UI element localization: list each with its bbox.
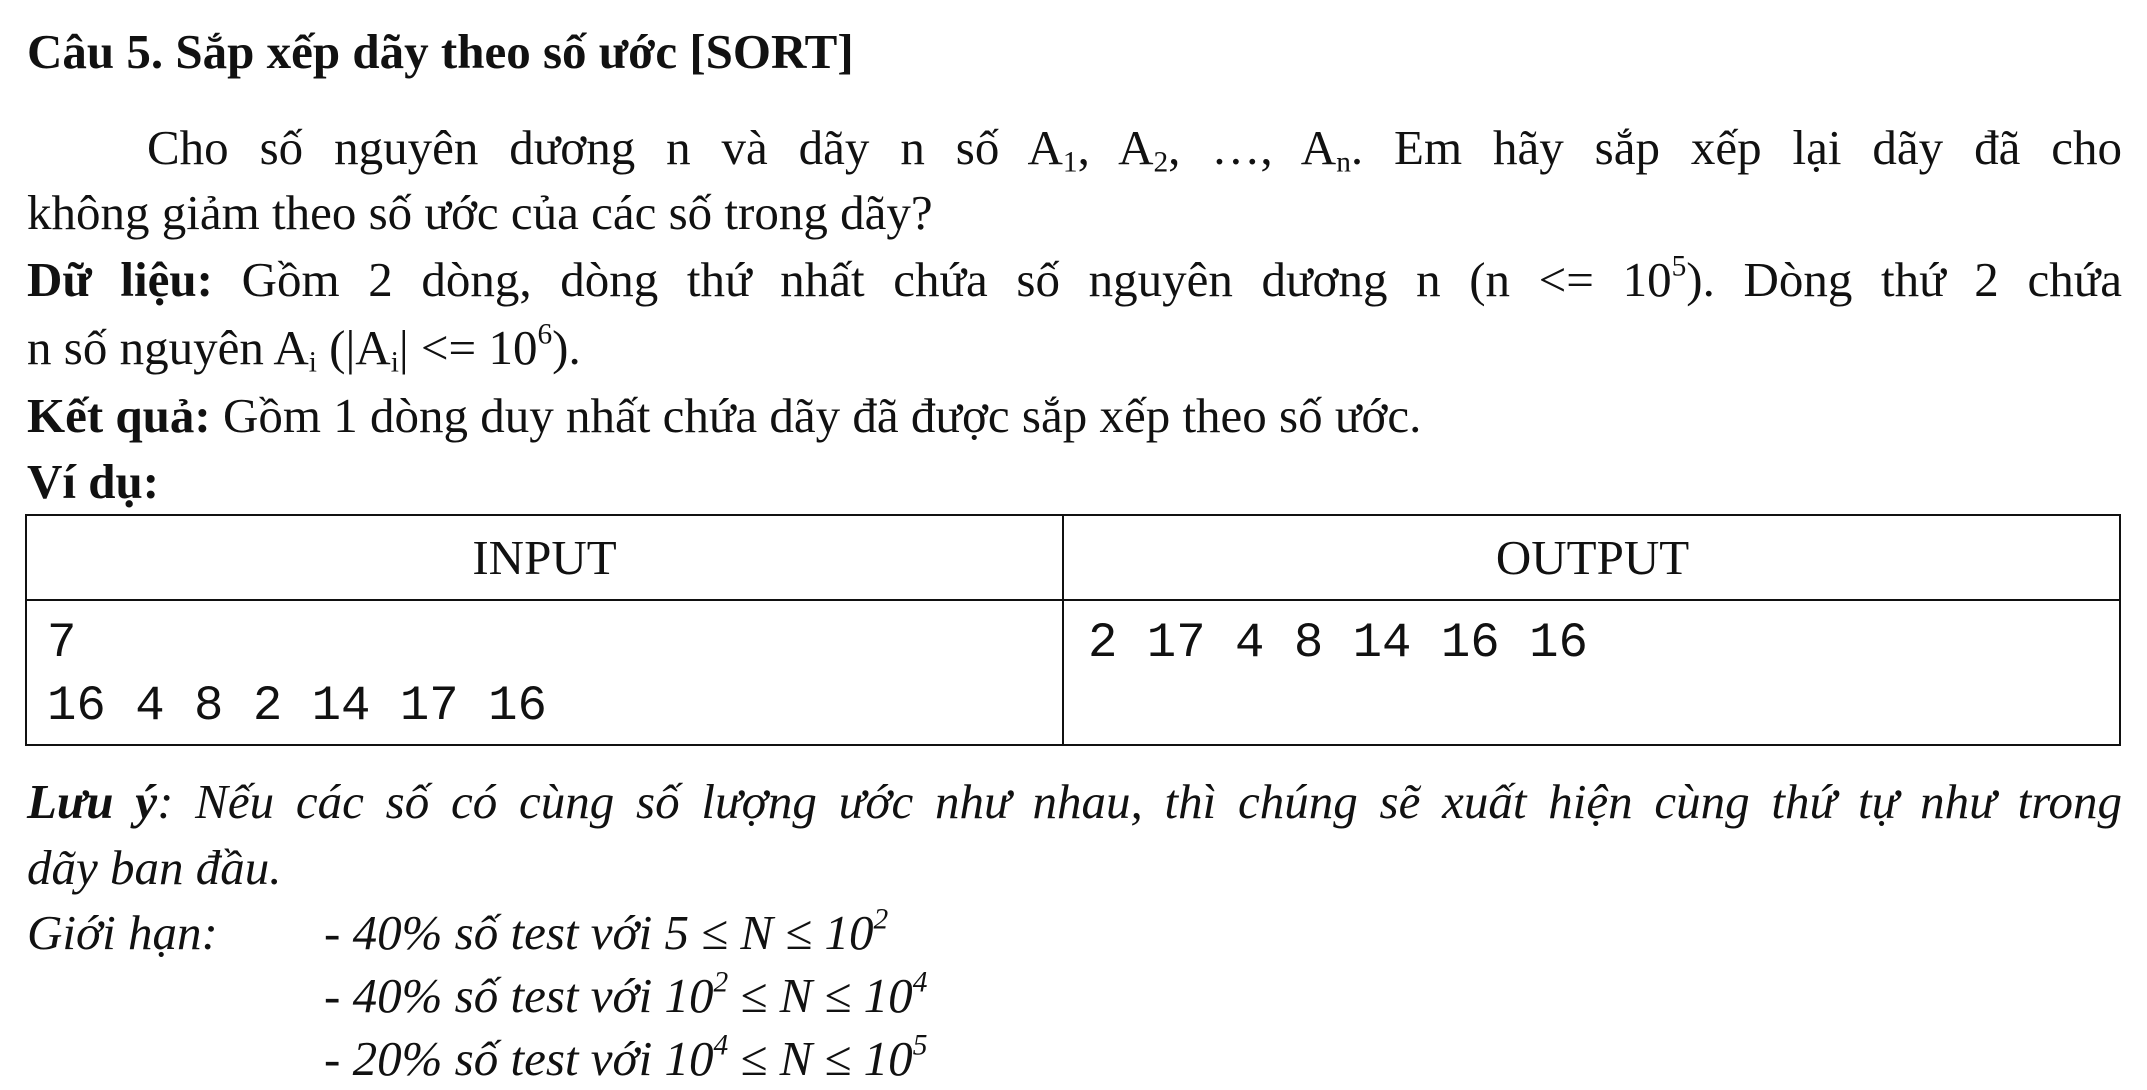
table-header-output: OUTPUT [1495,530,1690,585]
table-header-divider [27,599,2119,601]
limit-item-3: - 20% số test với $10^4 \le N \le 10^5$ [324,1029,928,1086]
note-line-1: Lưu ý: Nếu các số có cùng số lượng ước như nhau, thì chúng sẽ xuất hiện cùng thứ tự như trong [27,774,2122,829]
note-label: Lưu ý [27,774,158,829]
input-spec-label: Dữ liệu: [27,252,213,307]
statement-line-1: Cho số nguyên dương n và dãy n số $A_1$, $A_2$, …, $A_n$. Em hãy sắp xếp lại dãy đã cho [147,120,2123,179]
input-spec-line-1: Dữ liệu: Gồm 2 dòng, dòng thứ nhất chứa số nguyên dương n $(n <= 10^5)$. Dòng thứ 2 chứa [27,250,2122,307]
output-spec: Kết quả: Gồm 1 dòng duy nhất chứa dãy đã được sắp xếp theo số ước. [27,388,1422,443]
example-input-line-1: 7 [47,615,77,671]
output-spec-label: Kết quả: [27,388,211,443]
limit-item-1: - 40% số test với $5 \le N \le 10^2$ [324,903,889,960]
limits-label: Giới hạn: [27,905,218,960]
table-header-input: INPUT [472,530,617,585]
example-input-line-2: 16 4 8 2 14 17 16 [47,678,547,734]
example-label: Ví dụ: [27,454,160,509]
note-line-2: dãy ban đầu. [27,840,282,895]
example-output-line-1: 2 17 4 8 14 16 16 [1088,615,1588,671]
input-spec-line-2: n số nguyên $A_i$ $(|A_i| <= 10^6)$. [27,318,581,379]
limit-item-2: - 40% số test với $10^2 \le N \le 10^4$ [324,966,928,1023]
problem-title: Câu 5. Sắp xếp dãy theo số ước [SORT] [27,24,854,79]
example-table [25,514,2121,746]
statement-line-2: không giảm theo số ước của các số trong dãy? [27,185,933,240]
